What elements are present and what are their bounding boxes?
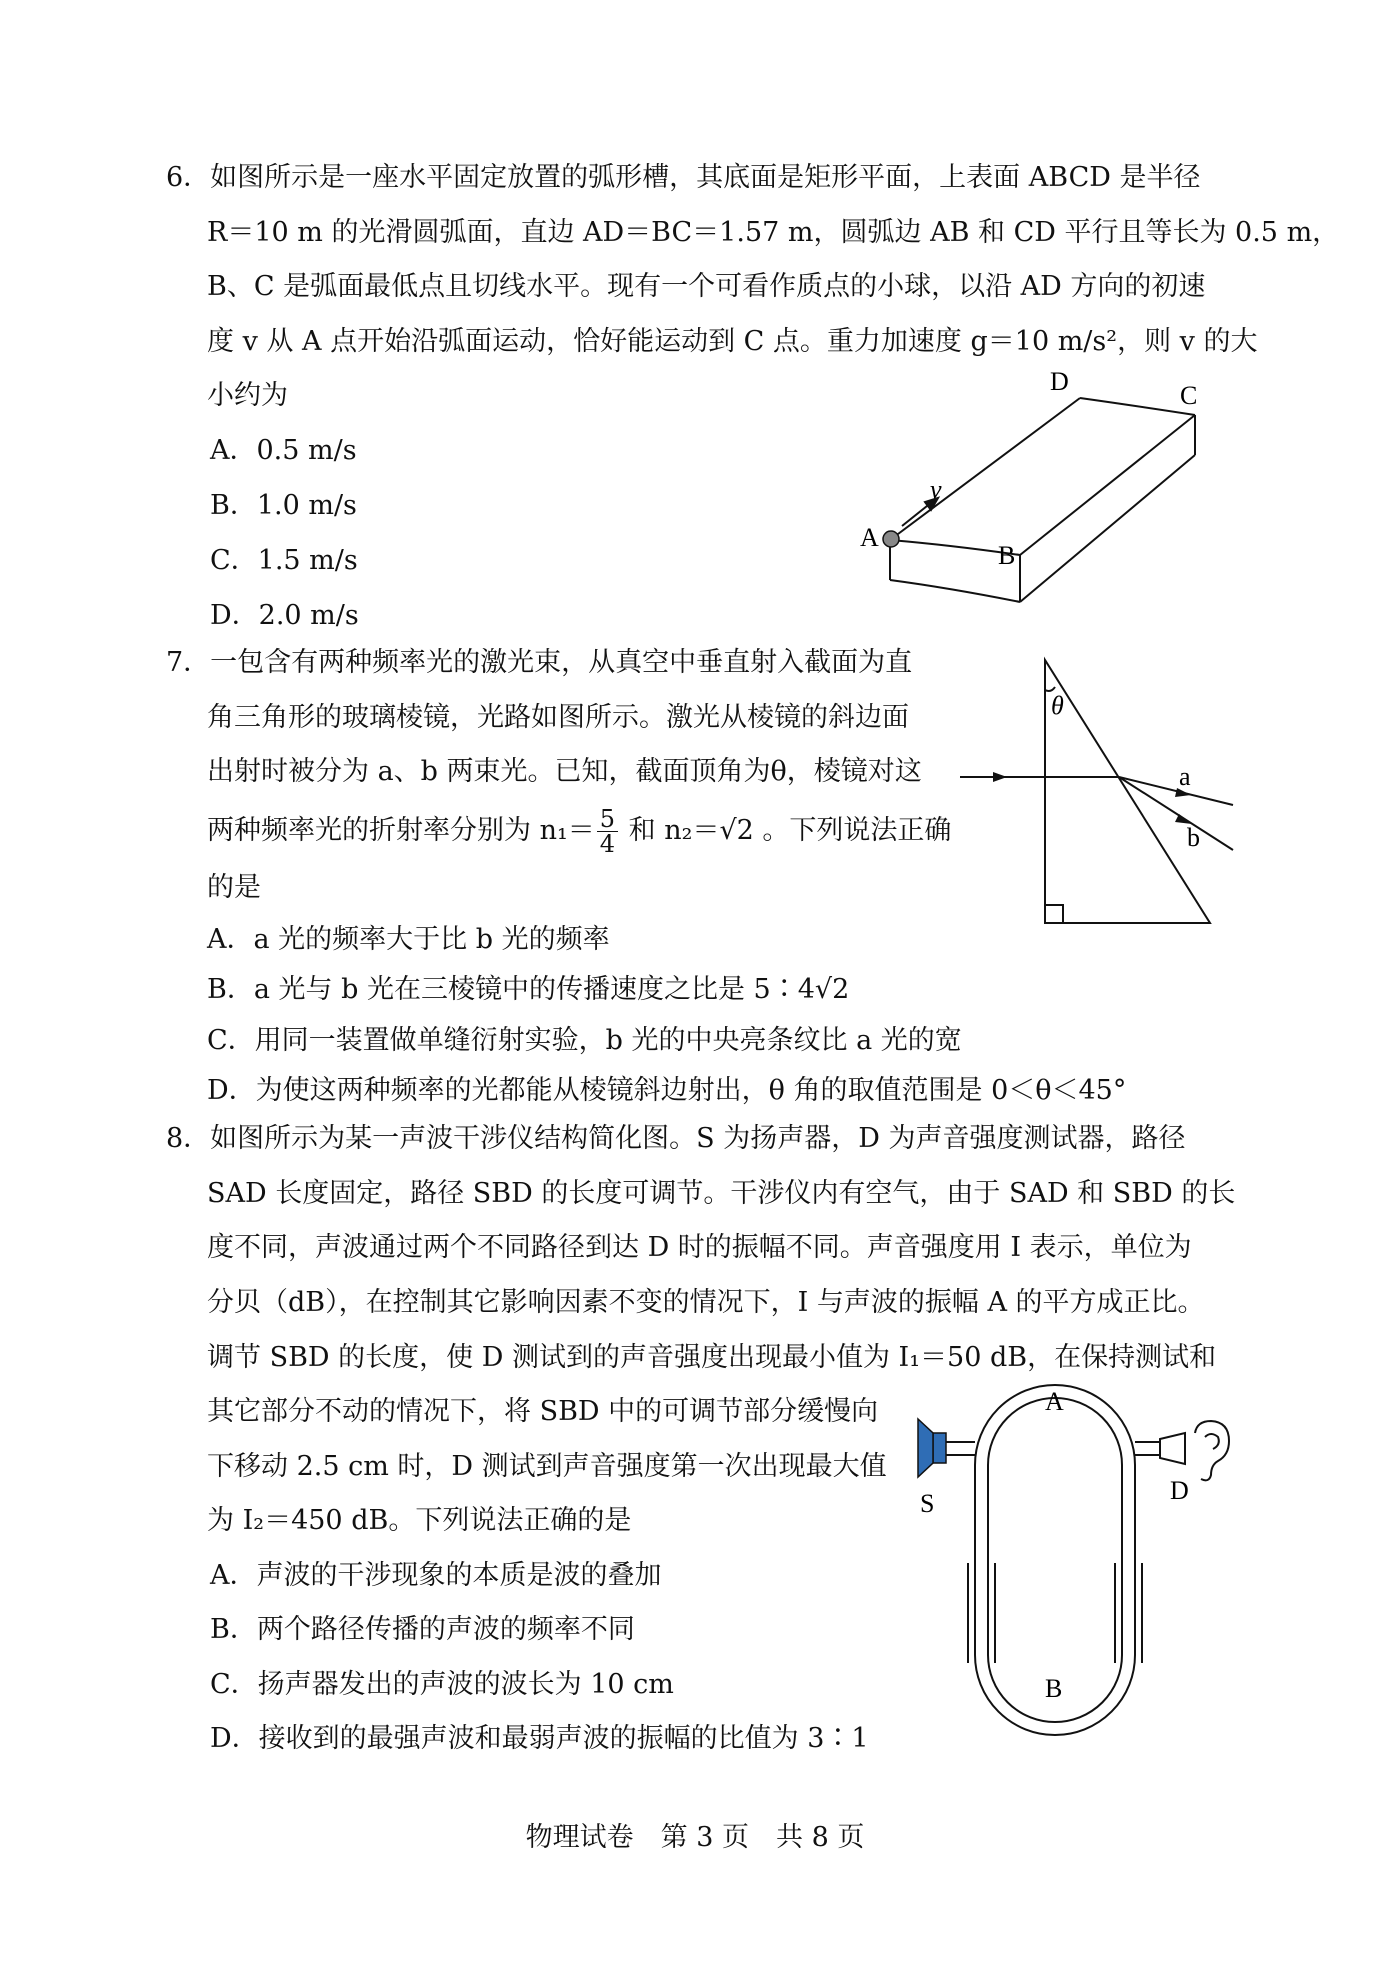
fraction-5-4	[597, 807, 618, 856]
q6-line-1: 6．如图所示是一座水平固定放置的弧形槽，其底面是矩形平面，上表面 ABCD 是半径	[166, 162, 1201, 193]
label-a: a	[1179, 762, 1191, 791]
q7-line-4	[207, 807, 951, 856]
q7-option-b[interactable]: B．a 光与 b 光在三棱镜中的传播速度之比是 5∶4√2	[207, 974, 850, 1005]
q8-line-6: 其它部分不动的情况下，将 SBD 中的可调节部分缓慢向	[207, 1396, 879, 1427]
q6-line-4: 度 v 从 A 点开始沿弧面运动，恰好能运动到 C 点。重力加速度 g＝10 m/s²，则 v 的大	[207, 326, 1258, 357]
label-d: D	[1050, 370, 1069, 396]
speaker-icon	[918, 1419, 946, 1477]
q7-option-a[interactable]: A．a 光的频率大于比 b 光的频率	[207, 924, 610, 955]
arc-trough-figure	[850, 370, 1210, 615]
label-b: b	[1187, 823, 1200, 852]
q8-line-1: 8．如图所示为某一声波干涉仪结构简化图。S 为扬声器，D 为声音强度测试器，路径	[166, 1123, 1186, 1154]
label-c: C	[1180, 381, 1198, 410]
q8-option-a[interactable]: A．声波的干涉现象的本质是波的叠加	[210, 1560, 662, 1591]
label-b: B	[998, 541, 1016, 570]
label-d: D	[1170, 1476, 1189, 1505]
prism-figure	[955, 655, 1240, 930]
q7-option-d[interactable]: D．为使这两种频率的光都能从棱镜斜边射出，θ 角的取值范围是 0＜θ＜45°	[207, 1075, 1127, 1106]
q8-line-4: 分贝（dB），在控制其它影响因素不变的情况下，I 与声波的振幅 A 的平方成正比。	[207, 1287, 1205, 1318]
q8-line-5: 调节 SBD 的长度，使 D 测试到的声音强度出现最小值为 I₁＝50 dB，在保持测试和	[207, 1342, 1217, 1373]
q8-option-c[interactable]: C．扬声器发出的声波的波长为 10 cm	[210, 1669, 674, 1700]
q7-line-2: 角三角形的玻璃棱镜，光路如图所示。激光从棱镜的斜边面	[207, 702, 909, 733]
label-b: B	[1045, 1674, 1063, 1703]
fraction-denominator: 4	[599, 830, 616, 858]
q7-line-5: 的是	[207, 872, 261, 903]
q7-option-c[interactable]: C．用同一装置做单缝衍射实验，b 光的中央亮条纹比 a 光的宽	[207, 1025, 962, 1056]
q8-option-d[interactable]: D．接收到的最强声波和最弱声波的振幅的比值为 3∶1	[210, 1723, 869, 1754]
fraction-numerator: 5	[597, 807, 618, 832]
q6-option-a[interactable]: A．0.5 m/s	[210, 435, 357, 466]
ball-icon	[883, 531, 899, 547]
q6-line-5: 小约为	[207, 380, 288, 411]
q6-option-b[interactable]: B．1.0 m/s	[210, 490, 357, 521]
q6-line-2: R＝10 m 的光滑圆弧面，直边 AD＝BC＝1.57 m，圆弧边 AB 和 CD 平行且等长为 0.5 m，	[207, 217, 1340, 248]
label-a: A	[1045, 1387, 1064, 1416]
q6-option-c[interactable]: C．1.5 m/s	[210, 545, 358, 576]
q7-line-4-pre: 两种频率光的折射率分别为 n₁＝	[207, 815, 595, 846]
q8-line-2: SAD 长度固定，路径 SBD 的长度可调节。干涉仪内有空气，由于 SAD 和 SBD 的长	[207, 1178, 1236, 1209]
q8-option-b[interactable]: B．两个路径传播的声波的频率不同	[210, 1614, 635, 1645]
label-v: v	[930, 475, 942, 504]
interferometer-figure	[915, 1375, 1260, 1745]
page-footer: 物理试卷 第 3 页 共 8 页	[525, 1822, 865, 1853]
q8-line-8: 为 I₂＝450 dB。下列说法正确的是	[207, 1505, 632, 1536]
label-a: A	[860, 523, 879, 552]
label-theta: θ	[1051, 691, 1064, 720]
q6-line-3: B、C 是弧面最低点且切线水平。现有一个可看作质点的小球，以沿 AD 方向的初速	[207, 271, 1206, 302]
q7-line-4-post: 和 n₂＝√2 。下列说法正确	[620, 815, 952, 846]
q7-line-3: 出射时被分为 a、b 两束光。已知，截面顶角为θ，棱镜对这	[207, 756, 922, 787]
q8-line-7: 下移动 2.5 cm 时，D 测试到声音强度第一次出现最大值	[207, 1451, 887, 1482]
q8-line-3: 度不同，声波通过两个不同路径到达 D 时的振幅不同。声音强度用 I 表示，单位为	[207, 1232, 1192, 1263]
q6-option-d[interactable]: D．2.0 m/s	[210, 600, 359, 631]
label-s: S	[920, 1489, 935, 1518]
q7-line-1: 7．一包含有两种频率光的激光束，从真空中垂直射入截面为直	[166, 647, 913, 678]
